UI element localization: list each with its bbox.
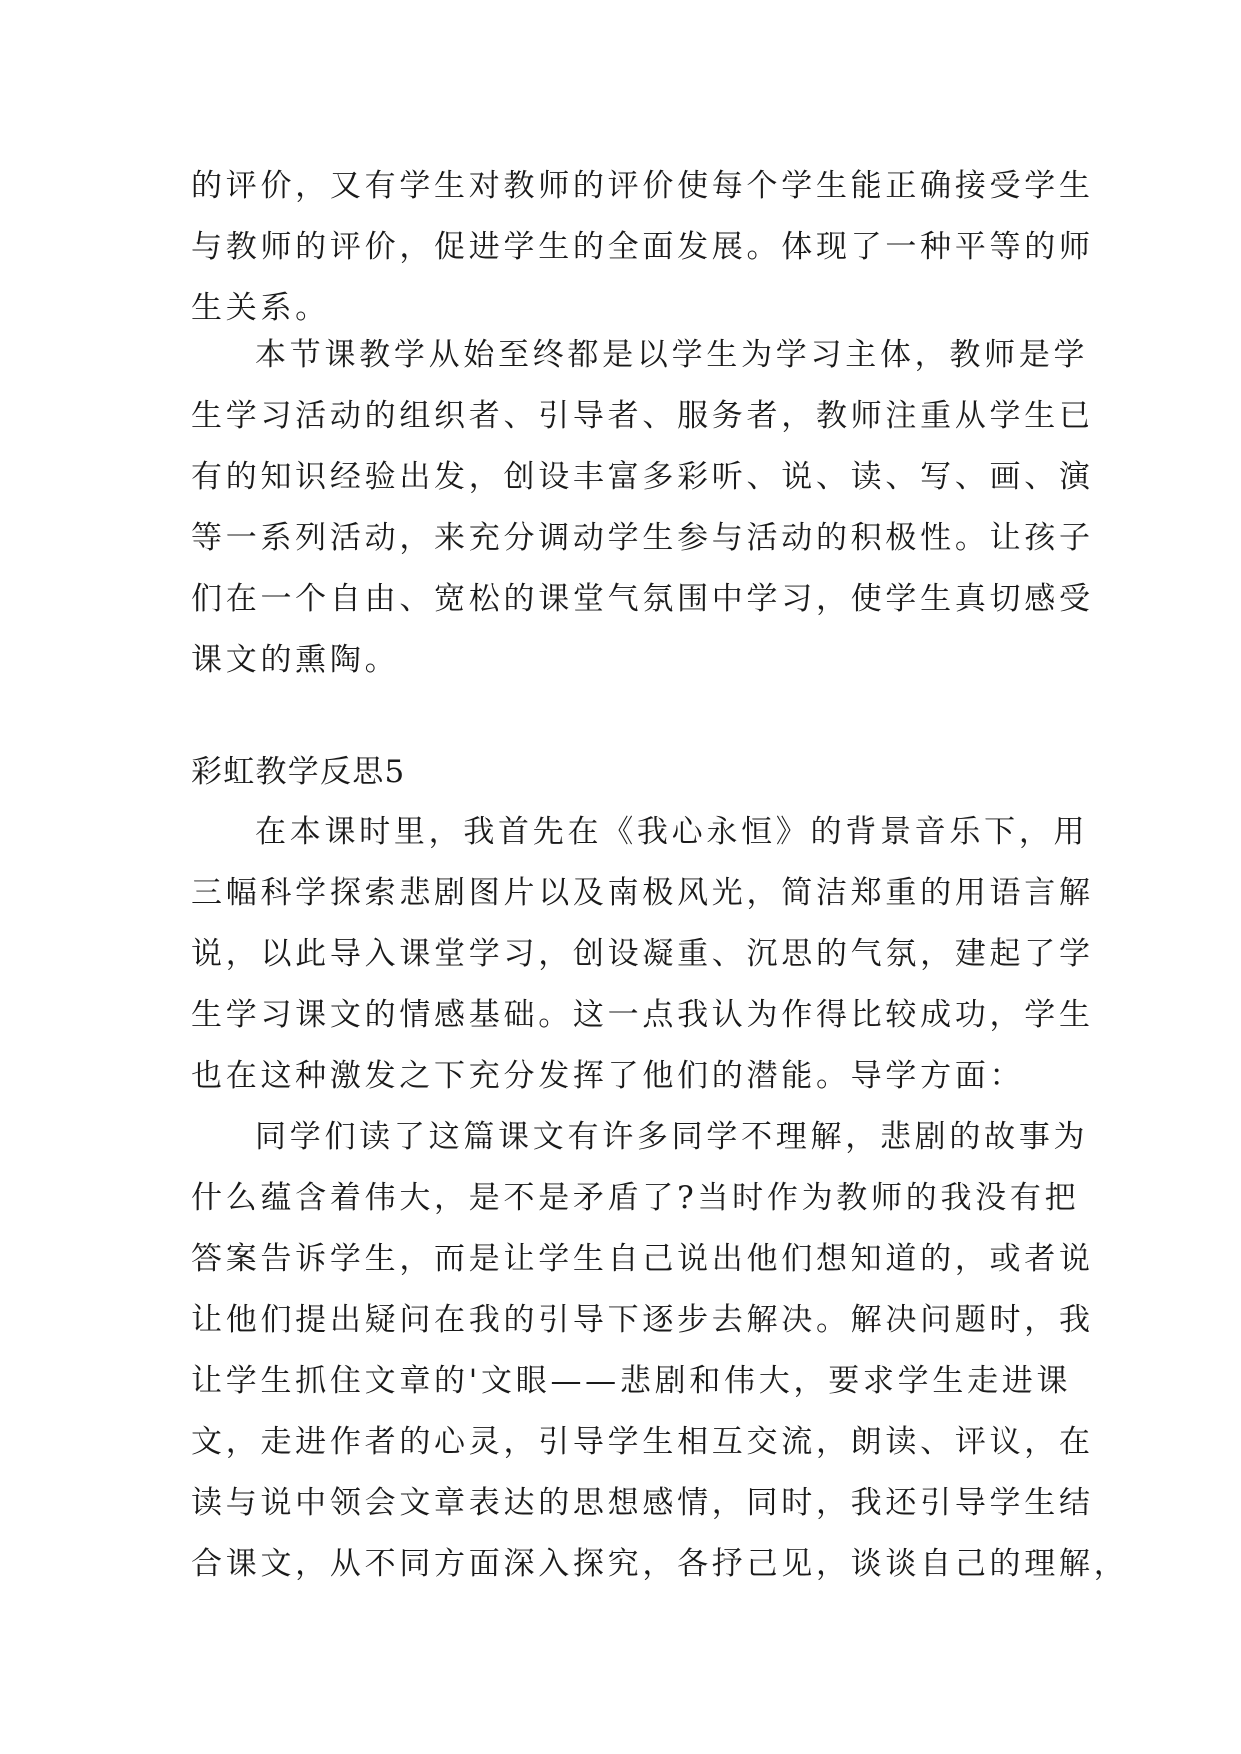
- paragraph-line: 生学习课文的情感基础。这一点我认为作得比较成功，学生: [191, 997, 1094, 1033]
- paragraph-line: 生关系。: [191, 290, 330, 326]
- paragraph-line: 三幅科学探索悲剧图片以及南极风光，简洁郑重的用语言解: [191, 875, 1094, 911]
- paragraph-evaluation: [191, 156, 1094, 339]
- paragraph-guided-learning: [191, 1107, 1129, 1595]
- paragraph-line: 读与说中领会文章表达的思想感情，同时，我还引导学生结: [191, 1485, 1094, 1521]
- paragraph-lesson-intro: [191, 802, 1094, 1107]
- paragraph-line: 生学习活动的组织者、引导者、服务者，教师注重从学生已: [191, 398, 1094, 434]
- paragraph-line: 文，走进作者的心灵，引导学生相互交流，朗读、评议，在: [191, 1424, 1094, 1460]
- paragraph-line: 在本课时里，我首先在《我心永恒》的背景音乐下，用: [255, 814, 1089, 850]
- paragraph-line: 合课文，从不同方面深入探究，各抒己见，谈谈自己的理解，: [191, 1546, 1129, 1582]
- paragraph-line: 说，以此导入课堂学习，创设凝重、沉思的气氛，建起了学: [191, 936, 1094, 972]
- paragraph-student-centered: [191, 325, 1094, 691]
- paragraph-line: 什么蕴含着伟大，是不是矛盾了?当时作为教师的我没有把: [191, 1180, 1080, 1216]
- paragraph-line: 等一系列活动，来充分调动学生参与活动的积极性。让孩子: [191, 520, 1094, 556]
- paragraph-line: 的评价，又有学生对教师的评价使每个学生能正确接受学生: [191, 168, 1094, 204]
- paragraph-line: 让他们提出疑问在我的引导下逐步去解决。解决问题时，我: [191, 1302, 1094, 1338]
- paragraph-line: 课文的熏陶。: [191, 642, 400, 678]
- paragraph-line: 与教师的评价，促进学生的全面发展。体现了一种平等的师: [191, 229, 1094, 265]
- paragraph-line: 同学们读了这篇课文有许多同学不理解，悲剧的故事为: [255, 1119, 1089, 1155]
- paragraph-line: 本节课教学从始至终都是以学生为学习主体，教师是学: [255, 337, 1089, 373]
- paragraph-line: 也在这种激发之下充分发挥了他们的潜能。导学方面：: [191, 1058, 1025, 1094]
- paragraph-line: 有的知识经验出发，创设丰富多彩听、说、读、写、画、演: [191, 459, 1094, 495]
- section-heading: 彩虹教学反思5: [191, 754, 406, 790]
- paragraph-line: 答案告诉学生，而是让学生自己说出他们想知道的，或者说: [191, 1241, 1094, 1277]
- paragraph-line: 们在一个自由、宽松的课堂气氛围中学习，使学生真切感受: [191, 581, 1094, 617]
- paragraph-line: 让学生抓住文章的'文眼——悲剧和伟大，要求学生走进课: [191, 1363, 1072, 1399]
